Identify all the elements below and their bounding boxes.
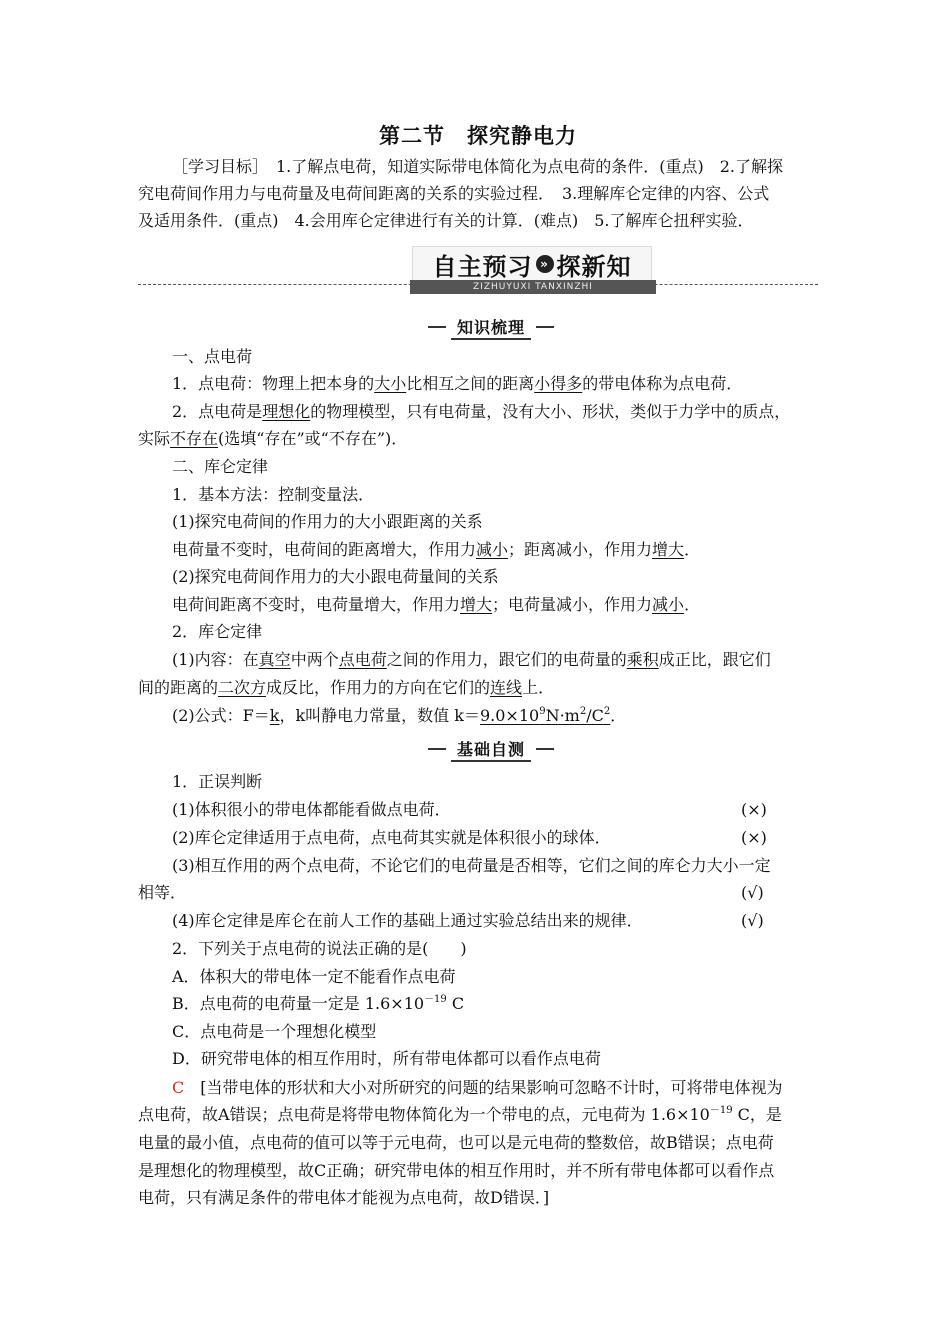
judge-1: (1)体积很小的带电体都能看做点电荷． [172,800,451,819]
judge-2: (2)库仑定律适用于点电荷，点电荷其实就是体积很小的球体． [172,828,611,847]
para-distance-relation: (1)探究电荷间的作用力的大小跟距离的关系 [172,512,483,531]
explanation-line-4: 是理想化的物理模型，故C正确；研究带电体的相互作用时，并不所有带电体都可以看作点 [138,1161,775,1180]
section-banner [138,246,818,296]
section-tag-self-test: 基础自测 [428,738,554,760]
objectives-line-3: 及适用条件．(重点) 4.会用库仑定律进行有关的计算．(难点) 5.了解库仑扭秤实验． [138,211,754,230]
double-arrow-icon: » [536,255,554,273]
page-title: 第二节 探究静电力 [379,124,577,148]
para-method: 1．基本方法：控制变量法． [172,485,375,504]
explanation-line-3: 电量的最小值，点电荷的值可以等于元电荷，也可以是元电荷的整数倍，故B错误；点电荷 [138,1133,774,1152]
para-formula: (2)公式：F＝k，k叫静电力常量，数值 $k=9.0\times 10^9N\cdot m^2/C^2$． [172,706,627,725]
heading-coulomb: 2．库仑定律 [172,622,263,641]
section-tag-knowledge: 知识梳理 [428,316,554,338]
judge-4: (4)库仑定律是库仑在前人工作的基础上通过实验总结出来的规律． [172,911,643,930]
explanation-line-5: 电荷，只有满足条件的带电体才能视为点电荷，故D错误．] [138,1188,550,1207]
judge-4-mark: (√) [741,911,764,930]
para-ideal-model: 2．点电荷是理想化的物理模型，只有电荷量，没有大小、形状，类似于力学中的质点， [172,402,791,421]
question-1-heading: 1．正误判断 [172,772,263,791]
explanation-line-1: C [当带电体的形状和大小对所研究的问题的结果影响可忽略不计时，可将带电体视为 [172,1078,783,1097]
objectives-line-1: ［学习目标］ 1.了解点电荷，知道实际带电体简化为点电荷的条件．(重点) 2.了解探 [172,157,784,176]
para-content-2: 间的距离的二次方成反比，作用力的方向在它们的连线上． [138,678,555,697]
heading-point-charge: 一、点电荷 [172,347,253,366]
heading-coulomb-law: 二、库仑定律 [172,457,269,476]
banner-pinyin: ZIZHUYUXI TANXINZHI [410,280,656,294]
explanation-line-2: 点电荷，故A错误；点电荷是将带电物体简化为一个带电的点，元电荷为 $1.6\times 10^{-19}$ C，是 [138,1105,782,1124]
judge-3-mark: (√) [741,883,764,902]
para-point-charge-def: 1．点电荷：物理上把本身的大小比相互之间的距离小得多的带电体称为点电荷． [172,374,743,393]
option-a: A．体积大的带电体一定不能看作点电荷 [172,967,456,986]
judge-2-mark: (×) [741,828,767,847]
option-b: B．点电荷的电荷量一定是 $1.6\times 10^{-19}$ C [172,994,465,1013]
para-charge-relation: (2)探究电荷间作用力的大小跟电荷量间的关系 [172,567,499,586]
option-c: C．点电荷是一个理想化模型 [172,1022,377,1041]
answer-letter: C [172,1078,185,1097]
judge-3: (3)相互作用的两个点电荷，不论它们的电荷量是否相等，它们之间的库仑力大小一定 [172,856,771,875]
para-not-exist: 实际不存在(选填“存在”或“不存在”)． [138,429,408,448]
option-d: D．研究带电体的相互作用时，所有带电体都可以看作点电荷 [172,1049,601,1068]
judge-3-cont: 相等． [138,883,187,902]
para-content-1: (1)内容：在真空中两个点电荷之间的作用力，跟它们的电荷量的乘积成正比，跟它们 [172,650,771,669]
para-charge-result: 电荷间距离不变时，电荷量增大，作用力增大；电荷量减小，作用力减小． [172,595,701,614]
banner-right-text: 探新知 [556,252,632,281]
question-2-stem: 2．下列关于点电荷的说法正确的是( ) [172,939,467,958]
banner-title [412,246,652,282]
judge-1-mark: (×) [741,800,767,819]
para-distance-result: 电荷量不变时，电荷间的距离增大，作用力减小；距离减小，作用力增大． [172,540,701,559]
objectives-line-2: 究电荷间作用力与电荷量及电荷间距离的关系的实验过程． 3.理解库仑定律的内容、公式 [138,184,770,203]
banner-left-text: 自主预习 [432,252,533,281]
